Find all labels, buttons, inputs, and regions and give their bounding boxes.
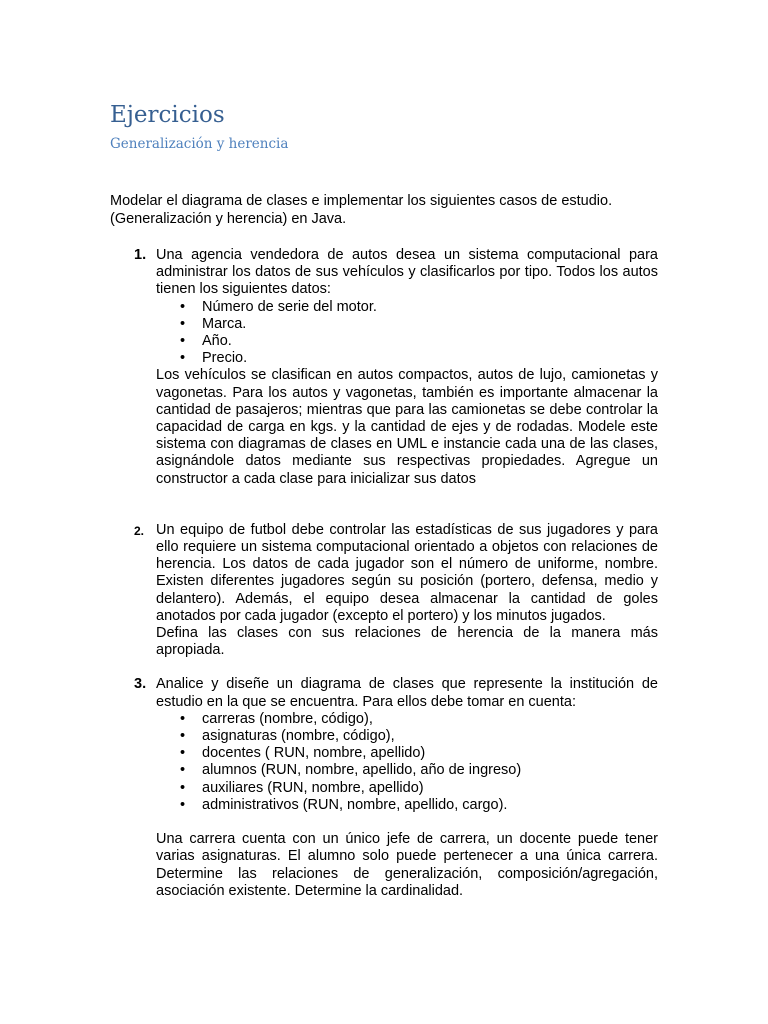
- list-item: • docentes ( RUN, nombre, apellido): [180, 745, 426, 762]
- attribute-list: [156, 299, 658, 368]
- list-item: • administrativos (RUN, nombre, apellido, cargo).: [180, 796, 508, 813]
- exercise-body: Un equipo de futbol debe controlar las estadísticas de sus jugadores y para ello requiere un sistema computacional orientado a objetos con relaciones de herencia. Los datos de cada jugador son el número de uniforme, nombre. Existen diferentes jugadores según su posición (portero, defensa, medio y delantero). Además, el equipo desea almacenar la cantidad de goles anotados por cada jugador (excepto el portero) y los minutos jugados.: [156, 521, 658, 624]
- bullet-icon: •: [180, 710, 186, 727]
- list-item: • carreras (nombre, código),: [180, 710, 373, 727]
- bullet-icon: •: [180, 298, 186, 315]
- document-page: [110, 98, 658, 900]
- bullet-icon: •: [180, 796, 186, 813]
- bullet-icon: •: [180, 315, 186, 332]
- bullet-icon: •: [180, 350, 186, 367]
- exercise-2: [110, 522, 658, 660]
- list-item: • Marca.: [180, 315, 247, 332]
- bullet-icon: •: [180, 333, 186, 350]
- list-item: • asignaturas (nombre, código),: [180, 728, 395, 745]
- intro-paragraph: [110, 192, 658, 228]
- exercise-body: Una carrera cuenta con un único jefe de carrera, un docente puede tener varias asignaturas. El alumno solo puede pertenecer a una única carrera. Determine las relaciones de generalización, composición/agregación, asociación existente. Determine la cardinalidad.: [156, 831, 658, 899]
- intro-line-2: (Generalización y herencia) en Java.: [110, 211, 347, 227]
- list-item: • auxiliares (RUN, nombre, apellido): [180, 779, 424, 796]
- exercise-intro: Una agencia vendedora de autos desea un sistema computacional para administrar los datos de sus vehículos y clasificarlos por tipo. Todos los autos tienen los siguientes datos:: [156, 247, 658, 298]
- bullet-icon: •: [180, 728, 186, 745]
- document-subtitle: Generalización y herencia: [110, 136, 289, 152]
- list-item: • alumnos (RUN, nombre, apellido, año de ingreso): [180, 762, 522, 779]
- list-item: • Número de serie del motor.: [180, 298, 377, 315]
- list-item: • Precio.: [180, 350, 248, 367]
- exercise-number: 1.: [134, 247, 147, 263]
- bullet-icon: •: [180, 762, 186, 779]
- entity-list: [156, 711, 658, 814]
- exercise-body-2: Defina las clases con sus relaciones de herencia de la manera más apropiada.: [156, 625, 658, 659]
- exercise-body: Los vehículos se clasifican en autos compactos, autos de lujo, camionetas y vagonetas. Para los autos y vagonetas, también es importante almacenar la cantidad de pasajeros; mientras que para las camionetas se debe controlar la capacidad de carga en kgs. y la cantidad de ejes y de rodadas. Modele este sistema con diagramas de clases en UML e instancie cada una de las clases, asignándole datos mediante sus respectivas propiedades. Agregue un constructor a cada clase para inicializar sus datos: [156, 367, 658, 487]
- bullet-icon: •: [180, 779, 186, 796]
- exercise-intro: Analice y diseñe un diagrama de clases que represente la institución de estudio en la que se encuentra. Para ellos debe tomar en cuenta:: [156, 676, 658, 710]
- bullet-icon: •: [180, 745, 186, 762]
- exercise-number: 2.: [134, 523, 145, 538]
- intro-line-1: Modelar el diagrama de clases e implementar los siguientes casos de estudio.: [110, 193, 613, 209]
- exercise-1: [110, 247, 658, 488]
- list-item: • Año.: [180, 333, 232, 350]
- exercise-3: [110, 676, 658, 899]
- document-title: Ejercicios: [110, 102, 225, 128]
- exercise-number: 3.: [134, 676, 147, 693]
